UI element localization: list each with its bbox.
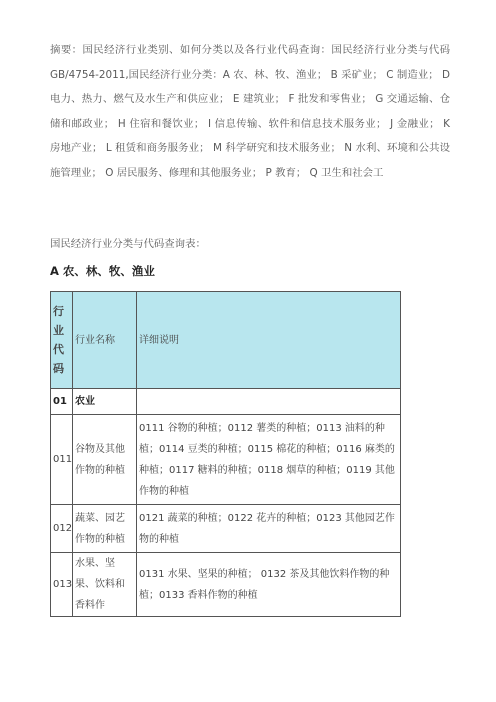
table-row <box>51 389 401 415</box>
abstract-text: 摘要：国民经济行业类别、如何分类以及各行业代码查询：国民经济行业分类与代码GB/4754-2011,国民经济行业分类：A 农、林、牧、渔业； B 采矿业； C 制造业； D 电力、热力、燃气及水生产和供应业； E 建筑业； F 批发和零售业； G 交通运输、仓储和邮政业； H 住宿和餐饮业； I 信息传输、软件和信息技术服务业； J 金融业； K 房地产业； L 租赁和商务服务业； M 科学研究和技术服务业； N 水利、环境和公共设施管理业； O 居民服务、修理和其他服务业； P 教育； Q 卫生和社会工 <box>50 44 450 179</box>
table-intro: 国民经济行业分类与代码查询表： <box>50 238 206 250</box>
row-code: 013 <box>51 553 73 617</box>
row-name: 谷物及其他作物的种植 <box>73 415 137 505</box>
header-name: 行业名称 <box>73 292 137 389</box>
row-detail <box>137 389 401 415</box>
row-detail: 0111 谷物的种植；0112 薯类的种植；0113 油料的种植；0114 豆类的种植；0115 棉花的种植；0116 麻类的种植；0117 糖料的种植；0118 烟草的种植；0119 其他作物的种植 <box>137 415 401 505</box>
row-detail: 0121 蔬菜的种植；0122 花卉的种植；0123 其他园艺作物的种植 <box>137 505 401 553</box>
row-name: 农业 <box>73 389 137 415</box>
row-name: 蔬菜、园艺作物的种植 <box>73 505 137 553</box>
row-code: 012 <box>51 505 73 553</box>
table-header-row <box>51 292 401 389</box>
table-row <box>51 505 401 553</box>
abstract-paragraph <box>50 38 450 185</box>
section-title: A 农、林、牧、渔业 <box>50 264 155 278</box>
row-code: 01 <box>51 389 73 415</box>
header-detail: 详细说明 <box>137 292 401 389</box>
header-code: 行业代码 <box>51 292 73 389</box>
row-name: 水果、坚果、饮料和香料作 <box>73 553 137 617</box>
row-code: 011 <box>51 415 73 505</box>
table-row <box>51 553 401 617</box>
table-row <box>51 415 401 505</box>
row-detail: 0131 水果、坚果的种植； 0132 茶及其他饮料作物的种植；0133 香料作物的种植 <box>137 553 401 617</box>
industry-code-table <box>50 291 401 617</box>
